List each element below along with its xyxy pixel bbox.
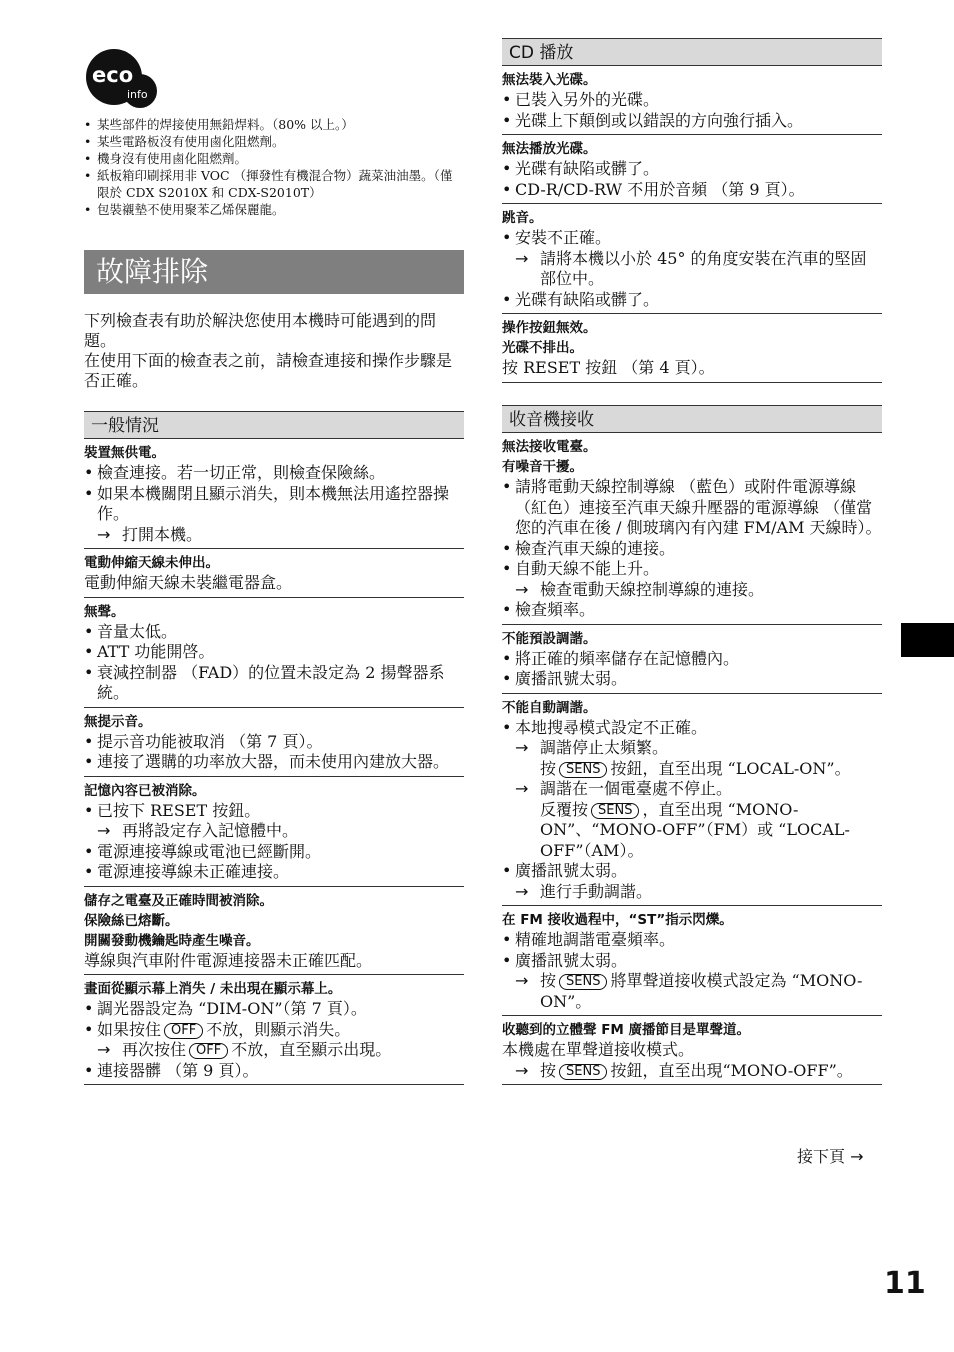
remedy-line <box>84 1040 464 1061</box>
eco-info-logo <box>84 47 160 111</box>
line-text: 連接了選購的功率放大器，而未使用內建放大器。 <box>97 752 450 771</box>
line-text: 電動伸縮天線未裝繼電器盒。 <box>84 573 293 592</box>
line-text: 不放，則顯示消失。 <box>206 1019 351 1039</box>
troubleshoot-item <box>84 887 464 976</box>
arrow-right-icon: → <box>515 971 529 990</box>
troubleshoot-item <box>84 708 464 777</box>
problem-heading: 電動伸縮天線未伸出。 <box>84 555 219 571</box>
line-text: 提示音功能被取消 （第 7 頁）。 <box>97 731 323 751</box>
intro-paragraph: 下列檢查表有助於解決您使用本機時可能遇到的問題。 <box>84 311 437 350</box>
problem-heading: 收聽到的立體聲 FM 廣播節目是單聲道。 <box>502 1022 751 1038</box>
line-text: 檢查電動天線控制導線的連接。 <box>540 579 765 599</box>
bullet-line <box>502 718 882 739</box>
line-text: 電源連接導線未正確連接。 <box>97 862 290 881</box>
arrow-right-icon: → <box>97 821 111 840</box>
line-text: 檢查頻率。 <box>515 600 596 619</box>
line-text: 光碟上下顛倒或以錯誤的方向強行插入。 <box>515 110 804 130</box>
section-heading: 收音機接收 <box>502 405 882 433</box>
bullet-line <box>84 999 464 1020</box>
troubleshoot-item <box>502 1016 882 1085</box>
line-text: 安裝不正確。 <box>515 228 612 247</box>
button-key-label: SENS <box>559 974 607 990</box>
troubleshoot-item <box>502 204 882 314</box>
remedy-line <box>502 249 882 290</box>
problem-heading: 無法接收電臺。 <box>502 439 597 455</box>
problem-heading: 畫面從顯示幕上消失 / 未出現在顯示幕上。 <box>84 981 342 997</box>
arrow-right-icon: → <box>515 248 529 268</box>
line-text: 打開本機。 <box>122 524 203 544</box>
line-text: 導線與汽車附件電源連接器未正確匹配。 <box>84 950 373 970</box>
bullet-line <box>502 930 882 951</box>
troubleshoot-item <box>502 625 882 694</box>
line-text: 廣播訊號太弱。 <box>515 861 628 880</box>
problem-heading: 光碟不排出。 <box>502 340 583 356</box>
eco-logo-main: eco <box>92 63 134 87</box>
line-text: 已裝入另外的光碟。 <box>515 90 660 109</box>
line-text: 如果按住 <box>97 1019 162 1039</box>
bullet-line <box>502 111 882 132</box>
arrow-right-icon: → <box>850 1147 864 1166</box>
line-text: 如果本機關閉且顯示消失，則本機無法用遙控器操作。 <box>97 483 450 523</box>
bullet-line <box>502 159 882 180</box>
section-heading: 一般情況 <box>84 411 464 439</box>
bullet-line <box>502 228 882 249</box>
line-text: 按鈕，直至出現“MONO-OFF”。 <box>610 1060 853 1080</box>
bullet-line <box>84 484 464 525</box>
line-text: 將正確的頻率儲存在記憶體內。 <box>515 648 740 668</box>
cd-section <box>502 38 882 383</box>
problem-heading: 裝置無供電。 <box>84 445 165 461</box>
problem-heading: 無法裝入光碟。 <box>502 72 597 88</box>
bullet-line <box>84 463 464 484</box>
bullet-line <box>84 732 464 753</box>
troubleshoot-item <box>502 694 882 907</box>
line-text: 已按下 RESET 按鈕。 <box>97 800 261 820</box>
problem-heading: 開關發動機鑰匙時產生噪音。 <box>84 932 260 949</box>
bullet-line <box>502 669 882 690</box>
troubleshoot-item <box>502 314 882 383</box>
line-text: CD-R/CD-RW 不用於音頻 （第 9 頁）。 <box>515 179 805 199</box>
eco-bullet-item: • 機身沒有使用鹵化阻燃劑。 <box>84 150 464 167</box>
eco-bullet-item: • 包裝襯墊不使用聚苯乙烯保麗龍。 <box>84 201 464 218</box>
next-page-indicator <box>797 1146 864 1168</box>
text-line <box>84 573 464 594</box>
button-key-label: OFF <box>189 1043 228 1059</box>
intro-text <box>84 311 464 391</box>
line-text: 按鈕，直至出現 “LOCAL-ON”。 <box>610 758 851 778</box>
troubleshoot-item <box>84 549 464 598</box>
bullet-line <box>502 180 882 201</box>
text-line <box>84 951 464 972</box>
bullet-line <box>84 862 464 883</box>
problem-heading: 儲存之電臺及正確時間被消除。 <box>84 892 273 909</box>
line-text: 電源連接導線或電池已經斷開。 <box>97 841 322 861</box>
next-page-label: 接下頁 <box>797 1147 846 1166</box>
line-text: 自動天線不能上升。 <box>515 559 660 578</box>
line-text: 將單聲道接收模式設定為 “MONO-ON”。 <box>540 971 863 1011</box>
line-text: 按 <box>540 758 557 778</box>
problem-heading: 記憶內容已被消除。 <box>84 782 206 799</box>
bullet-line <box>502 477 882 539</box>
arrow-right-icon: → <box>515 738 529 757</box>
bullet-line <box>502 600 882 621</box>
bullet-line <box>84 801 464 822</box>
remedy-line <box>502 882 882 903</box>
line-text: 光碟有缺陷或髒了。 <box>515 159 660 178</box>
arrow-right-icon: → <box>515 579 529 599</box>
bullet-line <box>84 622 464 643</box>
eco-bullet-item: • 紙板箱印刷採用非 VOC （揮發性有機混合物）蔬菜油油墨。（僅限於 CDX S2010X 和 CDX-S2010T） <box>84 167 464 201</box>
bullet-line <box>502 90 882 111</box>
bullet-line <box>502 559 882 580</box>
page-title: 故障排除 <box>84 250 464 294</box>
problem-heading: 在 FM 接收過程中，“ST”指示閃爍。 <box>502 912 733 928</box>
troubleshoot-item <box>502 66 882 135</box>
bullet-line <box>84 1020 464 1041</box>
arrow-right-icon: → <box>97 524 111 544</box>
text-line <box>502 1040 882 1061</box>
problem-heading: 有噪音干擾。 <box>502 459 583 475</box>
bullet-line <box>84 842 464 863</box>
line-text: 按 <box>540 1060 557 1080</box>
line-text: 再將設定存入記憶體中。 <box>122 821 299 840</box>
line-text: 不放，直至顯示出現。 <box>231 1040 392 1059</box>
line-text: ，直至出現 “MONO-ON”、“MONO-OFF”（FM）或 “LOCAL-OFF”（AM）。 <box>540 799 850 860</box>
eco-logo-sub: info <box>127 88 148 101</box>
line-text: 檢查汽車天線的連接。 <box>515 538 676 558</box>
line-text: 再次按住 <box>122 1040 187 1059</box>
troubleshoot-item <box>502 906 882 1016</box>
remedy-line <box>502 1061 882 1082</box>
line-text: 光碟有缺陷或髒了。 <box>515 289 660 309</box>
line-text: 按 RESET 按鈕 （第 4 頁）。 <box>502 358 715 377</box>
line-text: 請將本機以小於 45° 的角度安裝在汽車的堅固部位中。 <box>540 248 867 288</box>
button-key-label: SENS <box>591 803 639 819</box>
page-edge-tab <box>901 623 954 657</box>
bullet-line <box>502 290 882 311</box>
line-text: 精確地調諧電臺頻率。 <box>515 930 676 949</box>
line-text: 本地搜尋模式設定不正確。 <box>515 717 708 737</box>
line-text: 連接器髒 （第 9 頁）。 <box>97 1060 259 1080</box>
eco-bullet-list <box>84 116 464 218</box>
problem-heading: 不能預設調諧。 <box>502 630 597 647</box>
line-text: 進行手動調諧。 <box>540 881 653 901</box>
remedy-line <box>502 779 882 800</box>
line-text: 音量太低。 <box>97 621 178 641</box>
line-text: 廣播訊號太弱。 <box>515 669 628 688</box>
intro-paragraph: 在使用下面的檢查表之前，請檢查連接和操作步驟是否正確。 <box>84 351 453 390</box>
line-text: 檢查連接。若一切正常，則檢查保險絲。 <box>97 463 386 482</box>
arrow-right-icon: → <box>97 1040 111 1059</box>
text-line <box>502 358 882 379</box>
problem-heading: 操作按鈕無效。 <box>502 320 597 336</box>
line-text: 調光器設定為 “DIM-ON”（第 7 頁）。 <box>97 999 367 1018</box>
remedy-line <box>84 821 464 842</box>
bullet-line <box>84 752 464 773</box>
arrow-right-icon: → <box>515 881 529 901</box>
line-text: 調諧停止太頻繁。 <box>540 738 669 757</box>
arrow-right-icon: → <box>515 779 529 798</box>
radio-section <box>502 405 882 1085</box>
arrow-right-icon: → <box>515 1060 529 1080</box>
general-section <box>84 411 464 1085</box>
remedy-line <box>502 580 882 601</box>
line-text: ATT 功能開啓。 <box>97 642 215 661</box>
eco-bullet-item: • 某些部件的焊接使用無鉛焊料。（80% 以上。） <box>84 116 464 133</box>
bullet-line <box>84 1061 464 1082</box>
line-text: 調諧在一個電臺處不停止。 <box>540 779 733 798</box>
problem-heading: 不能自動調諧。 <box>502 699 597 716</box>
line-text: 反覆按 <box>540 799 589 819</box>
line-text: 按 <box>540 971 557 990</box>
bullet-line <box>502 649 882 670</box>
button-key-label: SENS <box>559 1064 607 1080</box>
problem-heading: 保險絲已熔斷。 <box>84 912 179 929</box>
remedy-line <box>502 971 882 1012</box>
section-heading: CD 播放 <box>502 38 882 66</box>
bullet-line <box>502 539 882 560</box>
bullet-line <box>84 642 464 663</box>
bullet-line <box>502 861 882 882</box>
page-number: 11 <box>884 1266 926 1301</box>
problem-heading: 無法播放光碟。 <box>502 141 597 157</box>
remedy-continuation <box>502 800 882 862</box>
remedy-continuation <box>502 759 882 780</box>
bullet-line <box>502 951 882 972</box>
bullet-line <box>84 663 464 704</box>
remedy-line <box>84 525 464 546</box>
problem-heading: 無提示音。 <box>84 713 152 730</box>
line-text: 衰減控制器 （FAD）的位置未設定為 2 揚聲器系統。 <box>97 662 445 702</box>
troubleshoot-item <box>84 439 464 549</box>
line-text: 本機處在單聲道接收模式。 <box>502 1040 695 1059</box>
troubleshoot-item <box>84 975 464 1085</box>
problem-heading: 無聲。 <box>84 603 125 620</box>
problem-heading: 跳音。 <box>502 210 543 226</box>
troubleshoot-item <box>502 433 882 625</box>
troubleshoot-item <box>84 777 464 887</box>
eco-bullet-item: • 某些電路板沒有使用鹵化阻燃劑。 <box>84 133 464 150</box>
line-text: 廣播訊號太弱。 <box>515 950 628 970</box>
button-key-label: OFF <box>164 1023 203 1039</box>
line-text: 請將電動天線控制導線 （藍色）或附件電源導線 （紅色）連接至汽車天線升壓器的電源導線 （僅當您的汽車在後 / 側玻璃內有內建 FM/AM 天線時）。 <box>515 477 882 537</box>
remedy-line <box>502 738 882 759</box>
troubleshoot-item <box>502 135 882 204</box>
button-key-label: SENS <box>559 762 607 778</box>
troubleshoot-item <box>84 598 464 708</box>
